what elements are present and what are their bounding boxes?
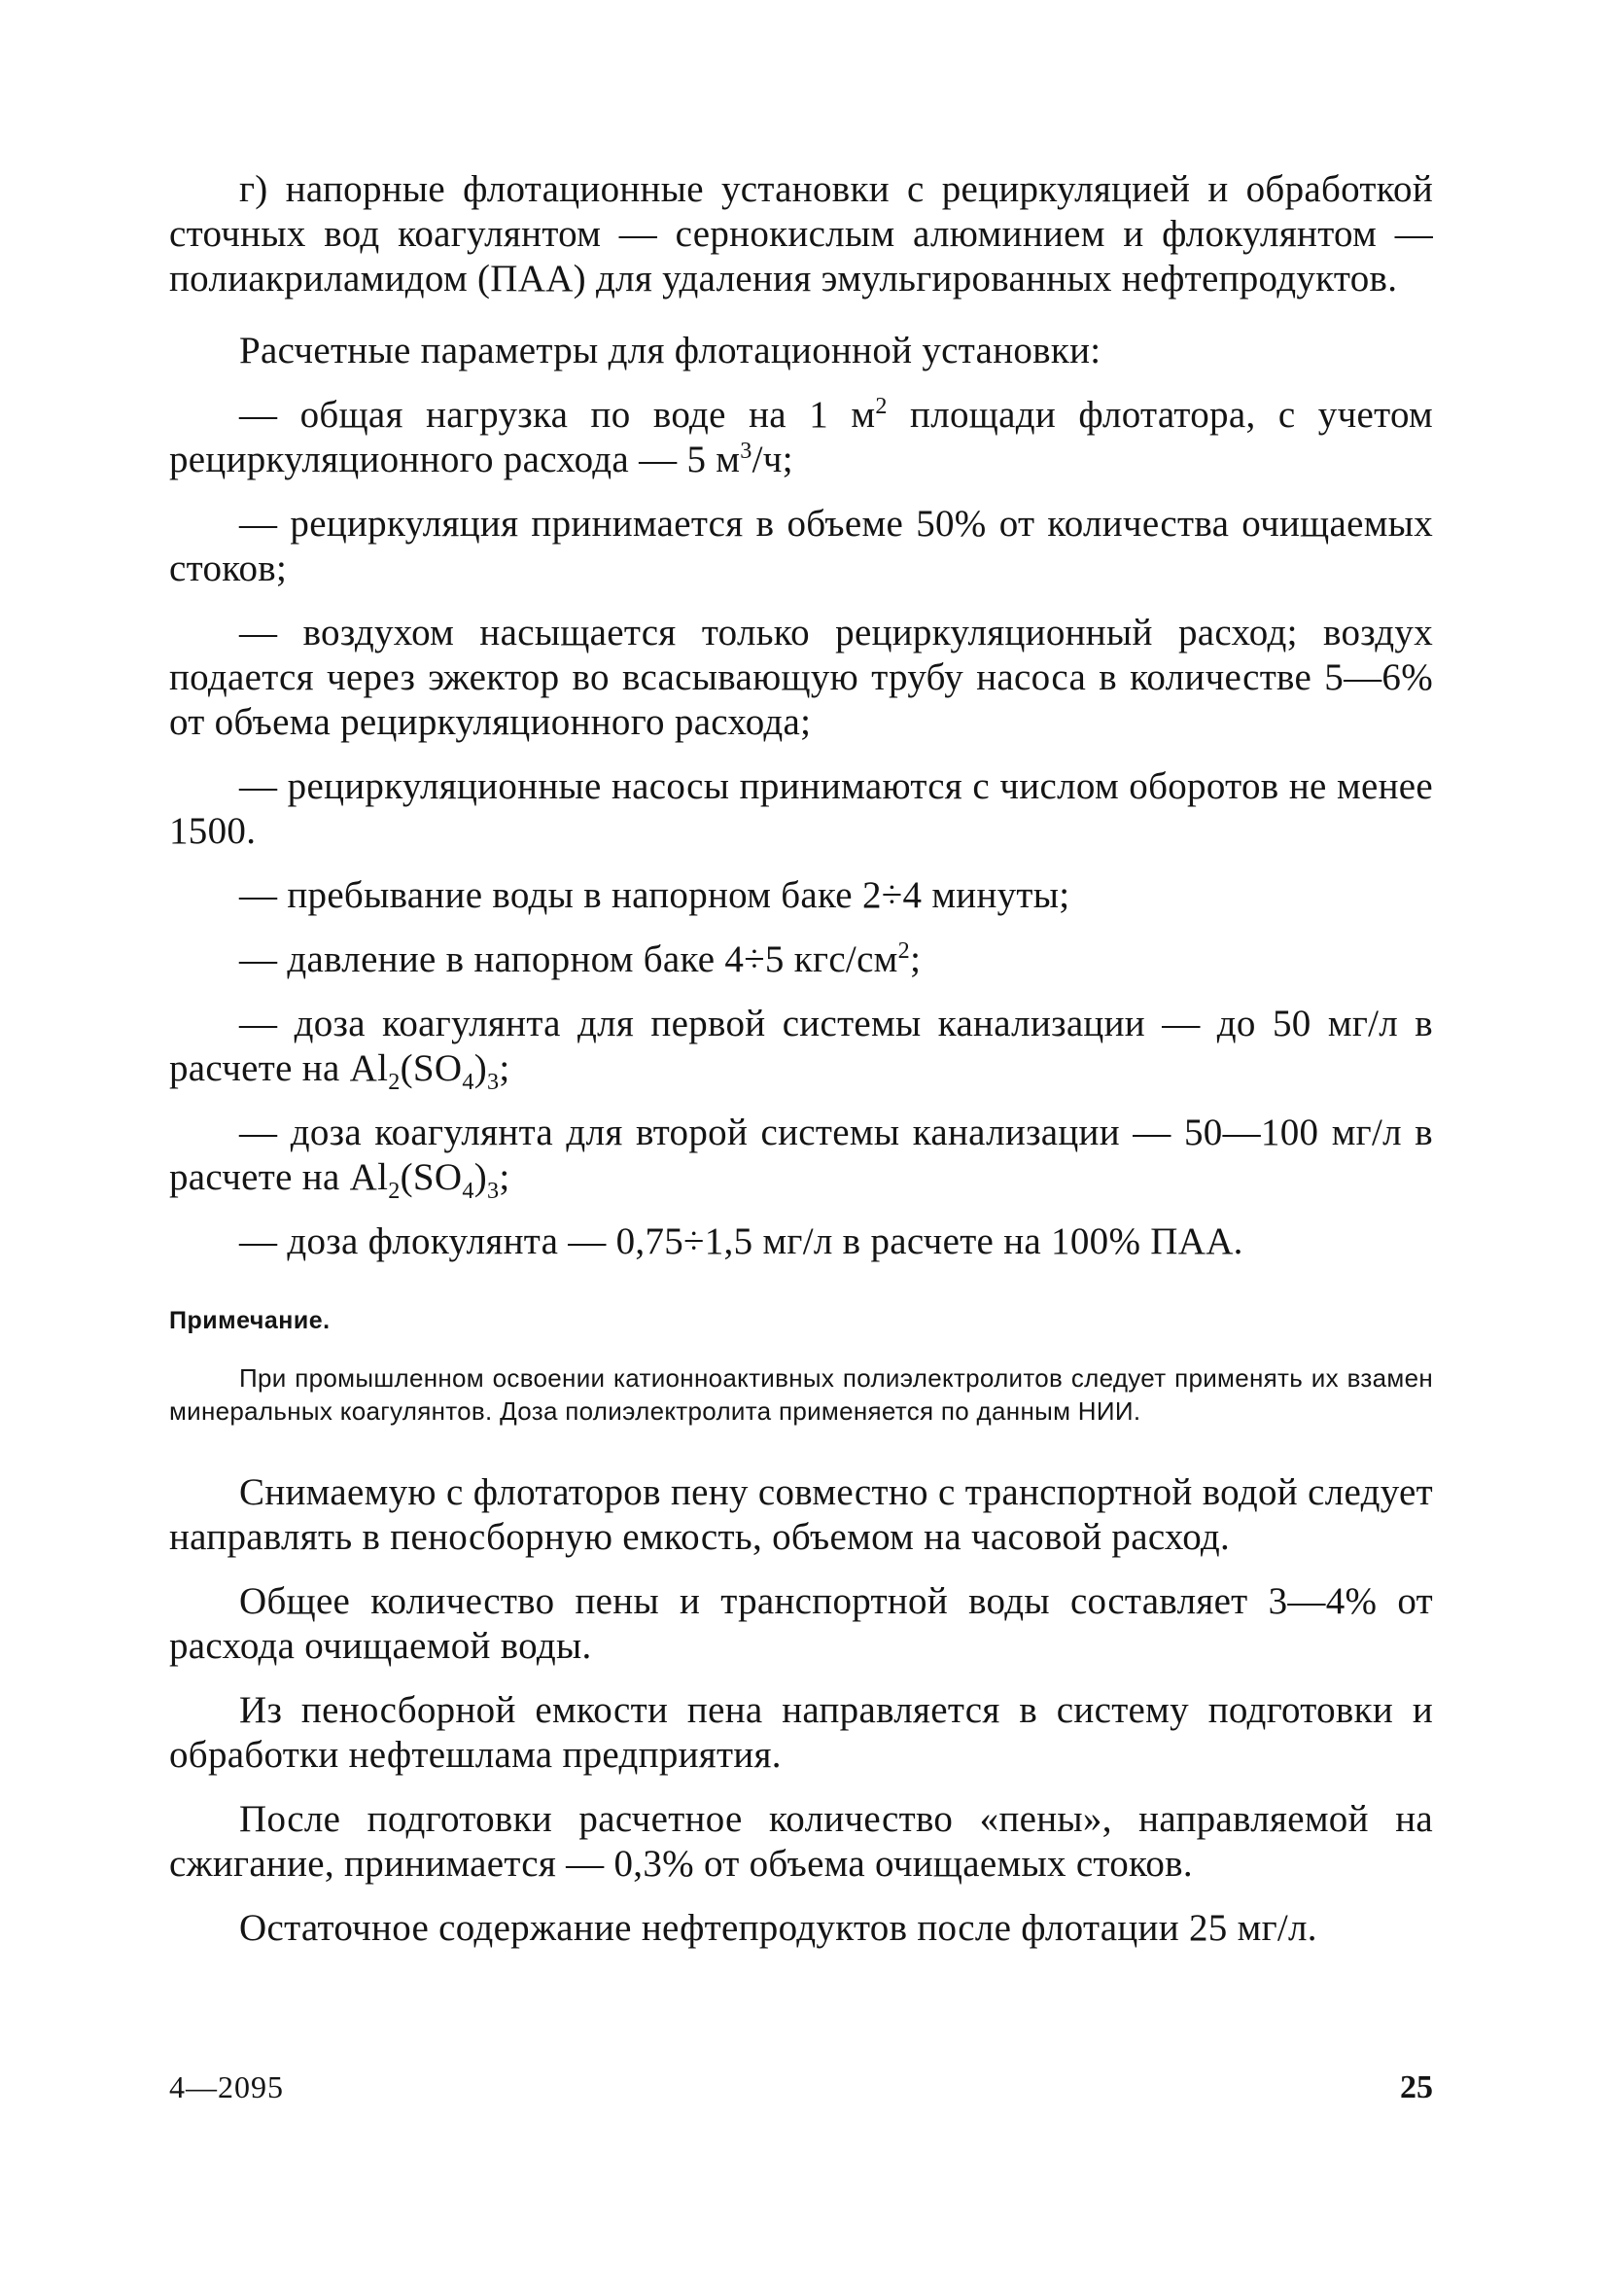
- subscript: 3: [487, 1068, 500, 1095]
- text-fragment: площади флотатора, с учетом рециркуляционного расхода — 5 м: [169, 394, 1433, 480]
- paragraph-residual-content: Остаточное содержание нефтепродуктов после флотации 25 мг/л.: [239, 1907, 1317, 1949]
- note-title: Примечание.: [169, 1307, 331, 1334]
- list-item-residence-time: — пребывание воды в напорном баке 2÷4 минуты;: [239, 874, 1070, 916]
- list-item-air-saturation: — воздухом насыщается только рециркуляционный расход; воздух подается через эжектор во всасывающую трубу насоса в количестве 5—6% от объема рециркуляционного расхода;: [169, 612, 1433, 743]
- text-fragment: ;: [910, 938, 922, 980]
- subscript: 2: [388, 1177, 401, 1204]
- list-item-coagulant-dose-second: [169, 1111, 1433, 1204]
- text-fragment: — доза коагулянта для первой системы канализации — до 50 мг/л в расчете на Al: [169, 1003, 1433, 1089]
- subscript: 2: [388, 1068, 401, 1095]
- page-footer: [169, 2069, 1433, 2108]
- paragraph-foam-collection: Снимаемую с флотаторов пену совместно с транспортной водой следует направлять в пеносборную емкость, объемом на часовой расход.: [169, 1471, 1433, 1558]
- footer-document-code: 4—2095: [169, 2069, 284, 2104]
- document-page: [169, 167, 1433, 1951]
- paragraph-flotation-units: г) напорные флотационные установки с рециркуляцией и обработкой сточных вод коагулянтом — сернокислым алюминием и флокулянтом — полиакриламидом (ПАА) для удаления эмульгированных нефтепродуктов.: [169, 168, 1433, 300]
- list-item-flocculant-dose: — доза флокулянта — 0,75÷1,5 мг/л в расчете на 100% ПАА.: [239, 1220, 1243, 1262]
- list-item-tank-pressure: [169, 937, 1433, 982]
- text-fragment: /ч;: [752, 439, 793, 480]
- paragraph-foam-processing: Из пеносборной емкости пена направляется в систему подготовки и обработки нефтешлама предприятия.: [169, 1689, 1433, 1776]
- paragraph-foam-quantity: Общее количество пены и транспортной воды составляет 3—4% от расхода очищаемой воды.: [169, 1580, 1433, 1667]
- superscript: 2: [897, 937, 911, 964]
- text-fragment: — общая нагрузка по воде на 1 м: [239, 394, 876, 436]
- paragraph-foam-incineration: После подготовки расчетное количество «пены», направляемой на сжигание, принимается — 0,3% от объема очищаемых стоков.: [169, 1798, 1433, 1885]
- subscript: 4: [462, 1177, 474, 1204]
- text-fragment: — доза коагулянта для второй системы канализации — 50—100 мг/л в расчете на Al: [169, 1112, 1433, 1198]
- text-fragment: — давление в напорном баке 4÷5 кгс/см: [239, 938, 898, 980]
- list-item-recirculation-pumps: — рециркуляционные насосы принимаются с числом оборотов не менее 1500.: [169, 765, 1433, 852]
- superscript: 2: [875, 393, 888, 419]
- text-fragment: (SO: [400, 1156, 463, 1198]
- text-fragment: ;: [499, 1047, 510, 1089]
- superscript: 3: [740, 438, 752, 464]
- subscript: 4: [462, 1068, 474, 1095]
- list-item-water-load: [169, 393, 1433, 482]
- text-fragment: (SO: [400, 1047, 463, 1089]
- list-item-recirculation: — рециркуляция принимается в объеме 50% от количества очищаемых стоков;: [169, 503, 1433, 589]
- subscript: 3: [487, 1177, 500, 1204]
- paragraph-design-parameters-heading: Расчетные параметры для флотационной установки:: [239, 330, 1101, 371]
- text-fragment: ): [473, 1047, 488, 1089]
- page-number: 25: [1400, 2069, 1433, 2105]
- note-text: При промышленном освоении катионноактивных полиэлектролитов следует применять их взамен минеральных коагулянтов. Доза полиэлектролита применяется по данным НИИ.: [169, 1363, 1433, 1426]
- list-item-coagulant-dose-first: [169, 1002, 1433, 1095]
- text-fragment: ): [473, 1156, 488, 1198]
- text-fragment: ;: [499, 1156, 510, 1198]
